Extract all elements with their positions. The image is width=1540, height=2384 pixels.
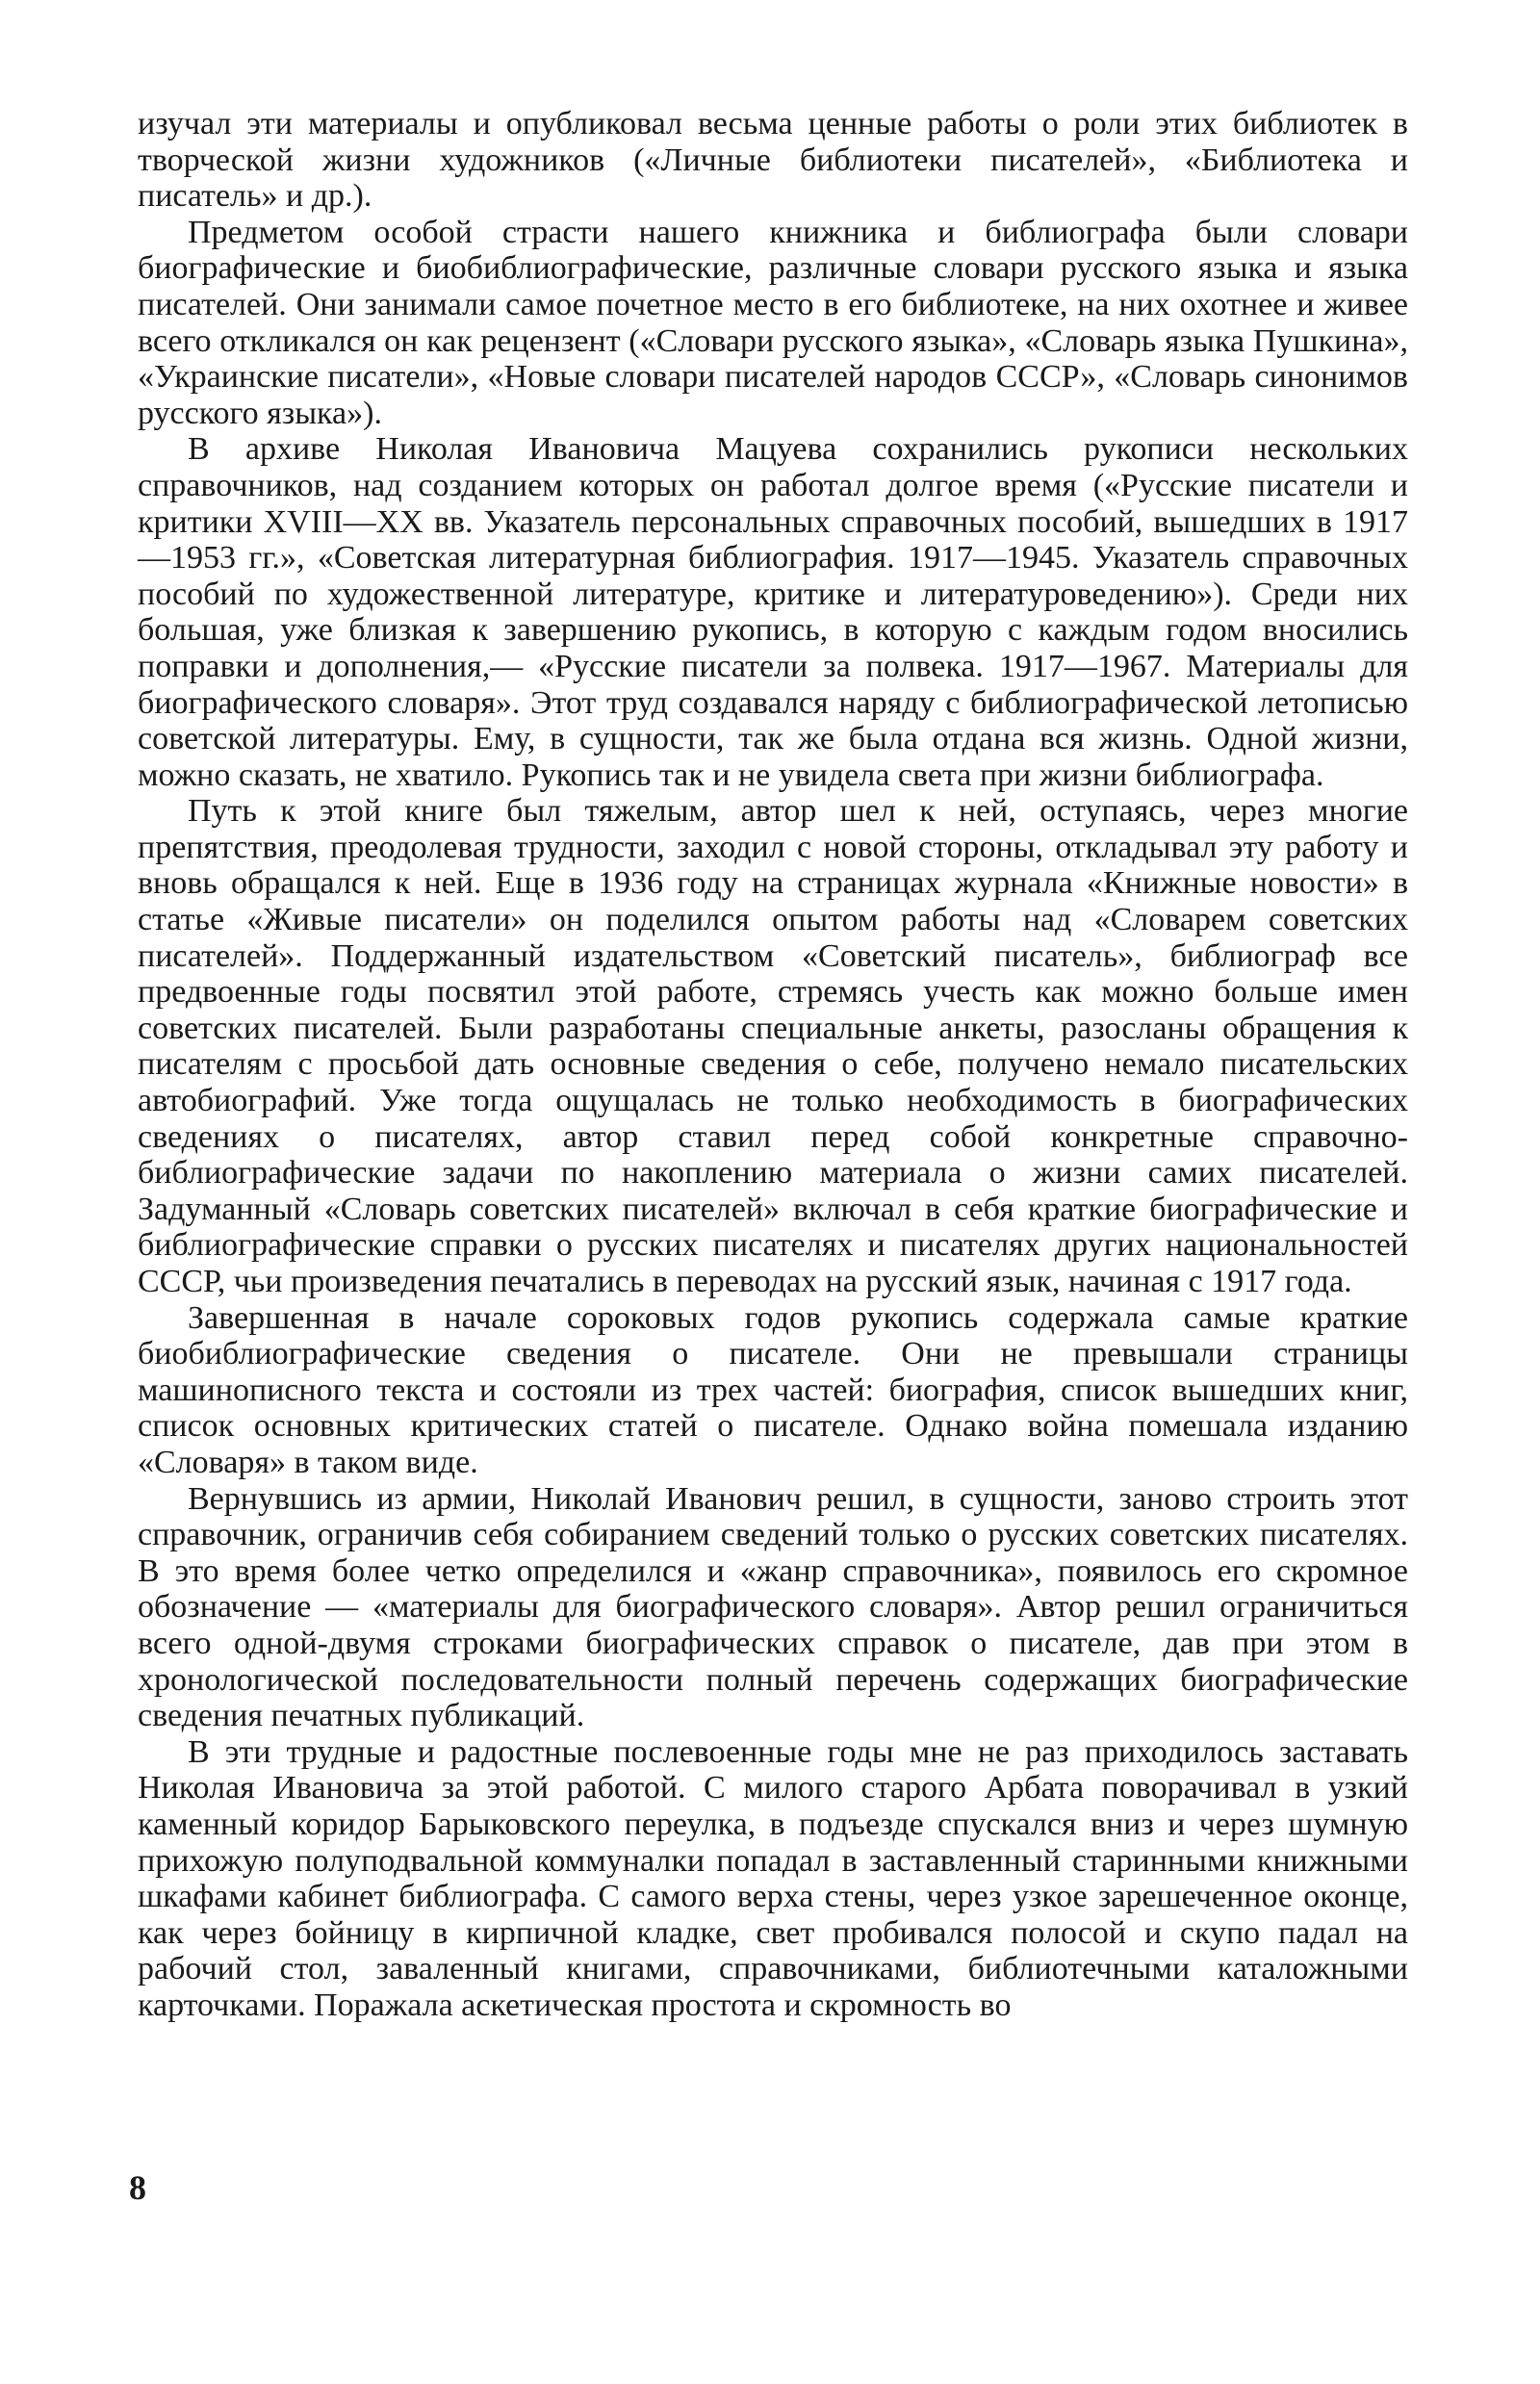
page-number: 8 [129,2168,146,2207]
page-body [138,106,1408,2023]
paragraph-3: В архиве Николая Ивановича Мацуева сохранились рукописи нескольких справочников, над созданием которых он работал долгое время («Русские писатели и критики XVIII—XX вв. Указатель персональных справочных пособий, вышедших в 1917—1953 гг.», «Советская литературная библиография. 1917—1945. Указатель справочных пособий по художественной литературе, критике и литературоведению»). Среди них большая, уже близкая к завершению рукопись, в которую с каждым годом вносились поправки и дополнения,— «Русские писатели за полвека. 1917—1967. Материалы для биографического словаря». Этот труд создавался наряду с библиографической летописью советской литературы. Ему, в сущности, так же была отдана вся жизнь. Одной жизни, можно сказать, не хватило. Рукопись так и не увидела света при жизни библиографа. [138,431,1408,793]
paragraph-6: Вернувшись из армии, Николай Иванович решил, в сущности, заново строить этот справочник, ограничив себя собиранием сведений только о русских советских писателях. В это время более четко определился и «жанр справочника», появилось его скромное обозначение — «материалы для биографического словаря». Автор решил ограничиться всего одной-двумя строками биографических справок о писателе, дав при этом в хронологической последовательности полный перечень содержащих биографические сведения печатных публикаций. [138,1480,1408,1734]
paragraph-7: В эти трудные и радостные послевоенные годы мне не раз приходилось заставать Николая Ивановича за этой работой. С милого старого Арбата поворачивал в узкий каменный коридор Барыковского переулка, в подъезде спускался вниз и через шумную прихожую полуподвальной коммуналки попадал в заставленный старинными книжными шкафами кабинет библиографа. С самого верха стены, через узкое зарешеченное оконце, как через бойницу в кирпичной кладке, свет пробивался полосой и скупо падал на рабочий стол, заваленный книгами, справочниками, библиотечными каталожными карточками. Поражала аскетическая простота и скромность во [138,1733,1408,2023]
paragraph-2: Предметом особой страсти нашего книжника и библиографа были словари биографические и биобиблиографические, различные словари русского языка и языка писателей. Они занимали самое почетное место в его библиотеке, на них охотнее и живее всего откликался он как рецензент («Словари русского языка», «Словарь языка Пушкина», «Украинские писатели», «Новые словари писателей народов СССР», «Словарь синонимов русского языка»). [138,214,1408,431]
paragraph-5: Завершенная в начале сороковых годов рукопись содержала самые краткие биобиблиографические сведения о писателе. Они не превышали страницы машинописного текста и состояли из трех частей: биография, список вышедших книг, список основных критических статей о писателе. Однако война помешала изданию «Словаря» в таком виде. [138,1299,1408,1480]
paragraph-1: изучал эти материалы и опубликовал весьма ценные работы о роли этих библиотек в творческой жизни художников («Личные библиотеки писателей», «Библиотека и писатель» и др.). [138,106,1408,215]
paragraph-4: Путь к этой книге был тяжелым, автор шел к ней, оступаясь, через многие препятствия, преодолевая трудности, заходил с новой стороны, откладывал эту работу и вновь обращался к ней. Еще в 1936 году на страницах журнала «Книжные новости» в статье «Живые писатели» он поделился опытом работы над «Словарем советских писателей». Поддержанный издательством «Советский писатель», библиограф все предвоенные годы посвятил этой работе, стремясь учесть как можно больше имен советских писателей. Были разработаны специальные анкеты, разосланы обращения к писателям с просьбой дать основные сведения о себе, получено немало писательских автобиографий. Уже тогда ощущалась не только необходимость в биографических сведениях о писателях, автор ставил перед собой конкретные справочно-библиографические задачи по накоплению материала о жизни самих писателей. Задуманный «Словарь советских писателей» включал в себя краткие биографические и библиографические справки о русских писателях и писателях других национальностей СССР, чьи произведения печатались в переводах на русский язык, начиная с 1917 года. [138,793,1408,1299]
